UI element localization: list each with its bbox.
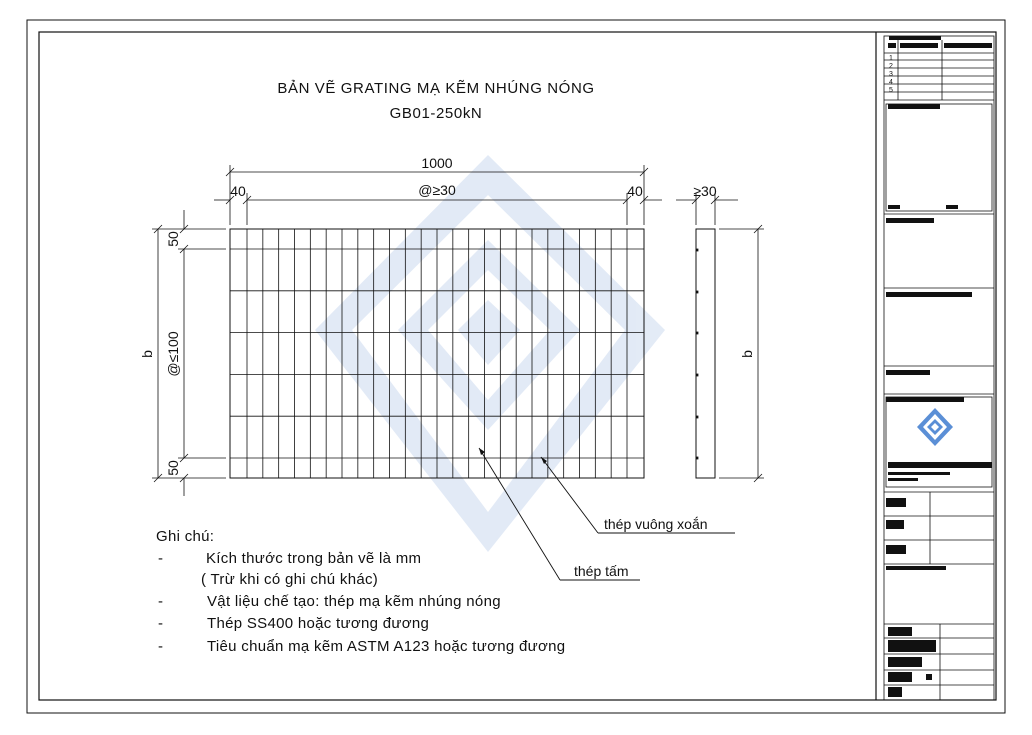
side-node (696, 416, 698, 418)
dim-edge-bottom: 50 (165, 460, 181, 476)
notes-block (156, 528, 565, 655)
company-logo-icon (917, 408, 953, 446)
notes-heading: Ghi chú: (156, 528, 215, 545)
note-bullet: - (158, 593, 164, 610)
grating-side-view (676, 193, 764, 482)
side-node (696, 457, 698, 459)
note-text: Thép SS400 hoặc tương đương (207, 615, 430, 632)
dim-edge-left: 40 (230, 183, 246, 199)
dim-total-width: 1000 (421, 155, 453, 171)
side-bar (696, 229, 715, 478)
side-node (696, 291, 698, 293)
drawing-code: GB01-250kN (389, 105, 483, 122)
revision-row-number: 1 (889, 55, 893, 62)
revision-numbers (889, 55, 893, 94)
side-node (696, 374, 698, 376)
title-block (876, 32, 994, 700)
revision-row-number: 4 (889, 79, 893, 86)
note-text: ( Trừ khi có ghi chú khác) (201, 571, 379, 588)
note-text: Vật liệu chế tạo: thép mạ kẽm nhúng nóng (207, 593, 501, 610)
dim-bar-pitch: @≥30 (418, 182, 456, 198)
callout-twisted-bar: thép vuông xoắn (604, 516, 708, 532)
dim-edge-right: 40 (627, 183, 643, 199)
side-node (696, 332, 698, 334)
revision-row-number: 2 (889, 63, 893, 70)
drawing-title: BẢN VẼ GRATING MẠ KẼM NHÚNG NÓNG (277, 80, 595, 97)
callout-bearing-bar: thép tấm (574, 563, 629, 579)
dim-edge-top: 50 (165, 231, 181, 247)
title-block-redactions (886, 36, 992, 697)
note-text: Tiêu chuẩn mạ kẽm ASTM A123 hoặc tương đương (207, 638, 566, 655)
dim-height-right: b (739, 350, 755, 358)
note-bullet: - (158, 638, 164, 655)
note-bullet: - (158, 615, 164, 632)
note-bullet: - (158, 550, 164, 567)
dim-side-thickness: ≥30 (693, 183, 717, 199)
note-text: Kích thước trong bản vẽ là mm (206, 550, 422, 567)
dim-height-left: b (139, 350, 155, 358)
left-dimensions (152, 210, 226, 496)
side-node (696, 249, 698, 251)
revision-row-number: 5 (889, 87, 893, 94)
revision-row-number: 3 (889, 71, 893, 78)
dim-cross-pitch: @≤100 (165, 331, 181, 377)
watermark-logo (315, 155, 665, 552)
